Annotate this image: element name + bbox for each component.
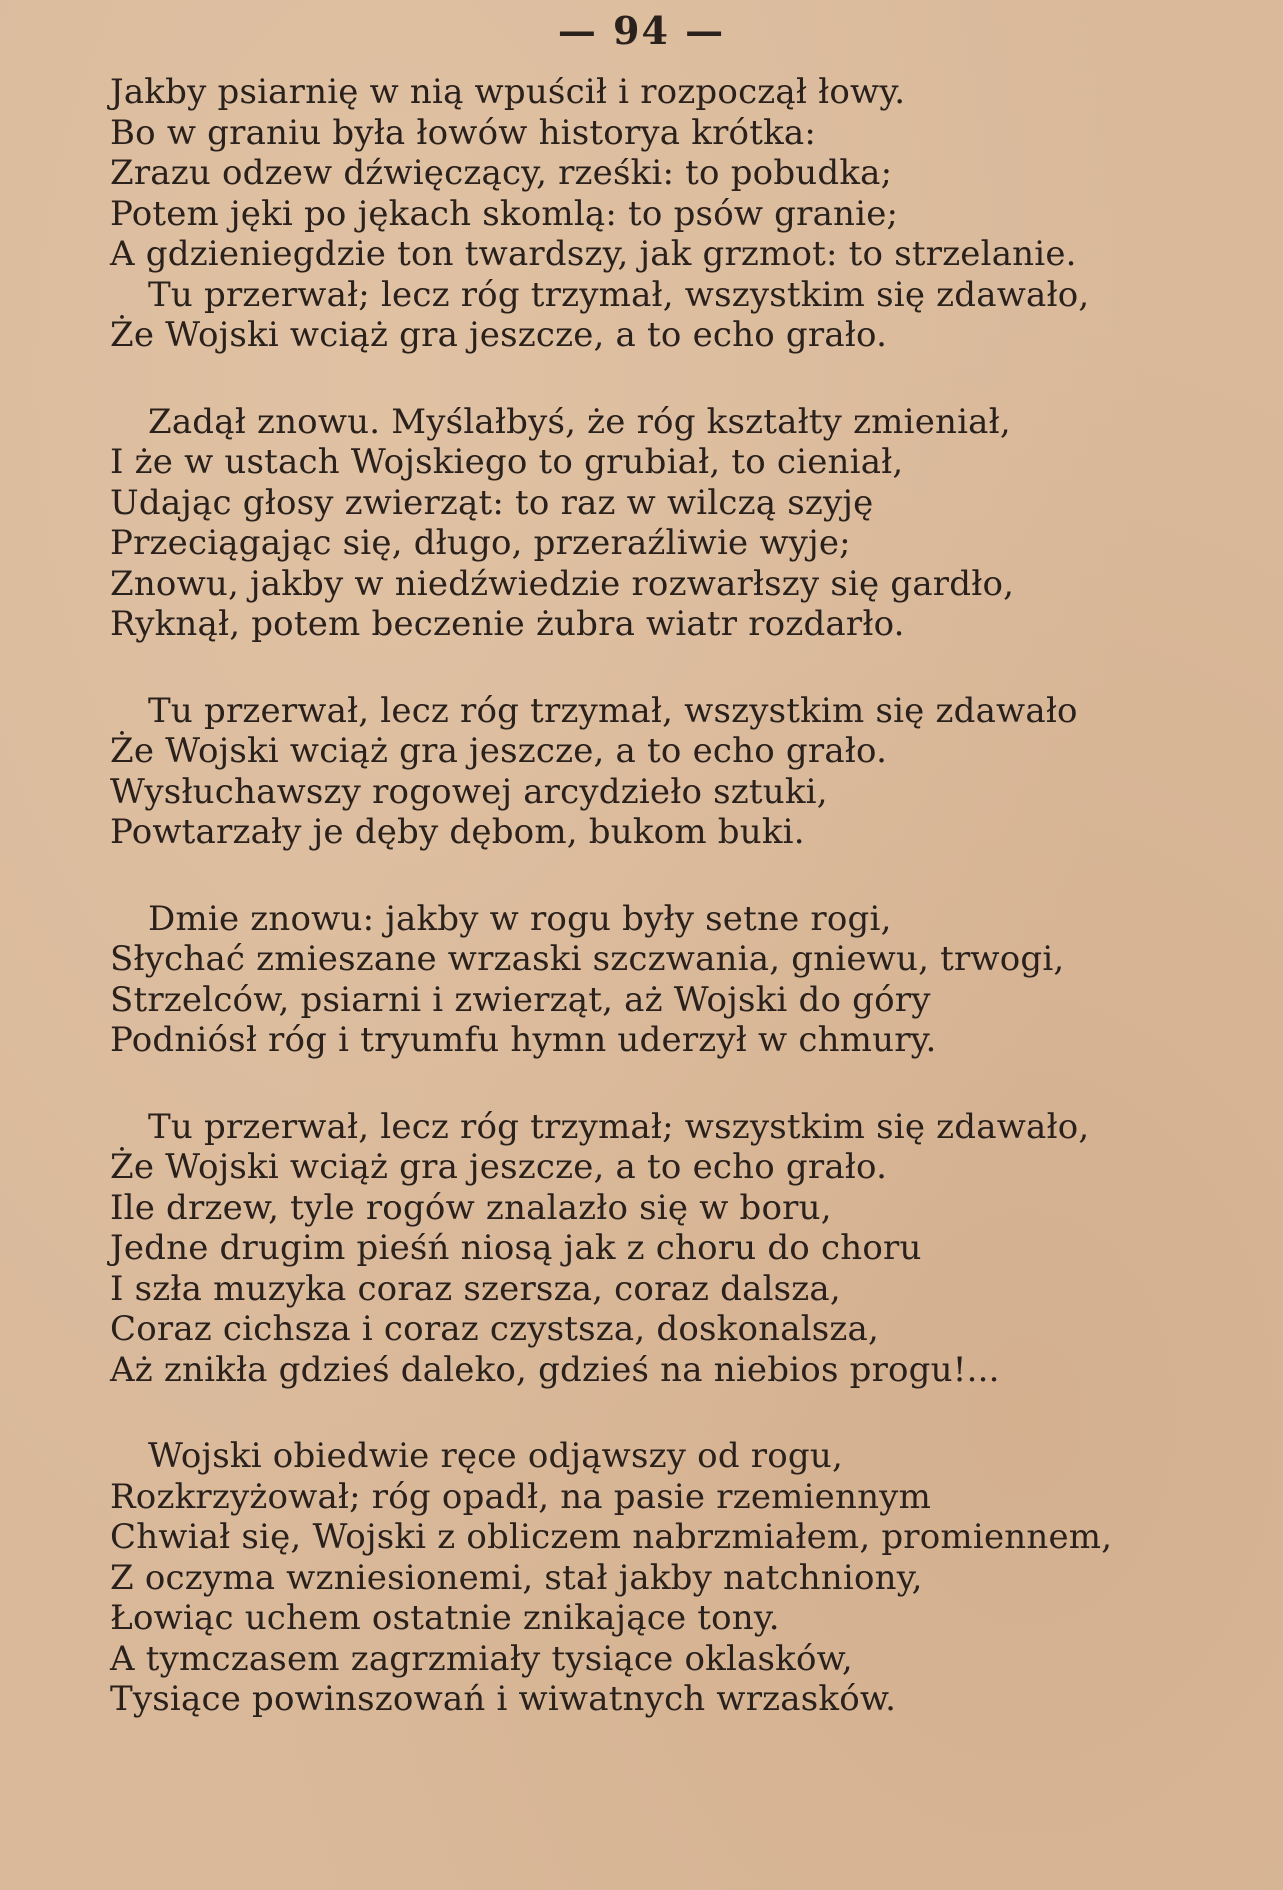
poem-line: Z oczyma wzniesionemi, stał jakby natchniony, xyxy=(110,1557,923,1598)
poem-line: Znowu, jakby w niedźwiedzie rozwarłszy się gardło, xyxy=(110,563,1015,604)
poem-line: I szła muzyka coraz szersza, coraz dalsza, xyxy=(110,1268,841,1309)
poem-line: Tysiące powinszowań i wiwatnych wrzasków. xyxy=(110,1679,897,1719)
poem-line: Ile drzew, tyle rogów znalazło się w boru, xyxy=(110,1187,832,1228)
poem-line: Tu przerwał, lecz róg trzymał, wszystkim się zdawało xyxy=(148,690,1078,731)
poem-line: Powtarzały je dęby dębom, bukom buki. xyxy=(110,812,805,852)
page-number: — 94 — xyxy=(557,8,726,53)
poem-line: Zadął znowu. Myślałbyś, że róg kształty zmieniał, xyxy=(148,401,1011,442)
poem-line: Że Wojski wciąż gra jeszcze, a to echo grało. xyxy=(110,315,888,355)
poem-line: Coraz cichsza i coraz czystsza, doskonalsza, xyxy=(110,1309,880,1349)
poem-line: Rozkrzyżował; róg opadł, na pasie rzemiennym xyxy=(110,1476,932,1517)
poem-line: Łowiąc uchem ostatnie znikające tony. xyxy=(110,1598,780,1638)
poem-body xyxy=(110,72,1210,1720)
stanza xyxy=(110,1436,1210,1720)
poem-line: Że Wojski wciąż gra jeszcze, a to echo grało. xyxy=(110,731,888,771)
poem-line: Potem jęki po jękach skomlą: to psów granie; xyxy=(110,193,899,234)
poem-line: A gdzieniegdzie ton twardszy, jak grzmot: to strzelanie. xyxy=(110,234,1077,274)
stanza xyxy=(110,899,1210,1061)
poem-line: Bo w graniu była łowów historya krótka: xyxy=(110,112,816,153)
poem-line: Strzelców, psiarni i zwierząt, aż Wojski do góry xyxy=(110,979,931,1020)
poem-line: Jakby psiarnię w nią wpuścił i rozpoczął łowy. xyxy=(110,72,906,112)
poem-line: Że Wojski wciąż gra jeszcze, a to echo grało. xyxy=(110,1147,888,1187)
poem-line: Wysłuchawszy rogowej arcydzieło sztuki, xyxy=(110,771,828,812)
poem-line: Dmie znowu: jakby w rogu były setne rogi, xyxy=(148,898,892,939)
poem-line: Słychać zmieszane wrzaski szczwania, gniewu, trwogi, xyxy=(110,939,1065,979)
poem-line: Jedne drugim pieśń niosą jak z choru do choru xyxy=(110,1228,922,1268)
poem-line: Ryknął, potem beczenie żubra wiatr rozdarło. xyxy=(110,604,905,644)
stanza xyxy=(110,1107,1210,1391)
poem-line: Chwiał się, Wojski z obliczem nabrzmiałem, promiennem, xyxy=(110,1517,1113,1557)
poem-line: Aż znikła gdzieś daleko, gdzieś na niebios progu!... xyxy=(110,1349,1000,1390)
poem-line: Udając głosy zwierząt: to raz w wilczą szyję xyxy=(110,482,874,523)
poem-line: Przeciągając się, długo, przeraźliwie wyje; xyxy=(110,523,851,563)
poem-line: Tu przerwał, lecz róg trzymał; wszystkim się zdawało, xyxy=(148,1106,1090,1147)
poem-line: Wojski obiedwie ręce odjąwszy od rogu, xyxy=(148,1436,843,1476)
stanza xyxy=(110,72,1210,356)
poem-line: I że w ustach Wojskiego to grubiał, to cieniał, xyxy=(110,442,904,482)
poem-line: Tu przerwał; lecz róg trzymał, wszystkim się zdawało, xyxy=(148,274,1090,315)
poem-line: Zrazu odzew dźwięczący, rześki: to pobudka; xyxy=(110,153,893,193)
poem-line: A tymczasem zagrzmiały tysiące oklasków, xyxy=(110,1638,853,1679)
poem-line: Podniósł róg i tryumfu hymn uderzył w chmury. xyxy=(110,1020,937,1060)
stanza xyxy=(110,402,1210,645)
stanza xyxy=(110,691,1210,853)
